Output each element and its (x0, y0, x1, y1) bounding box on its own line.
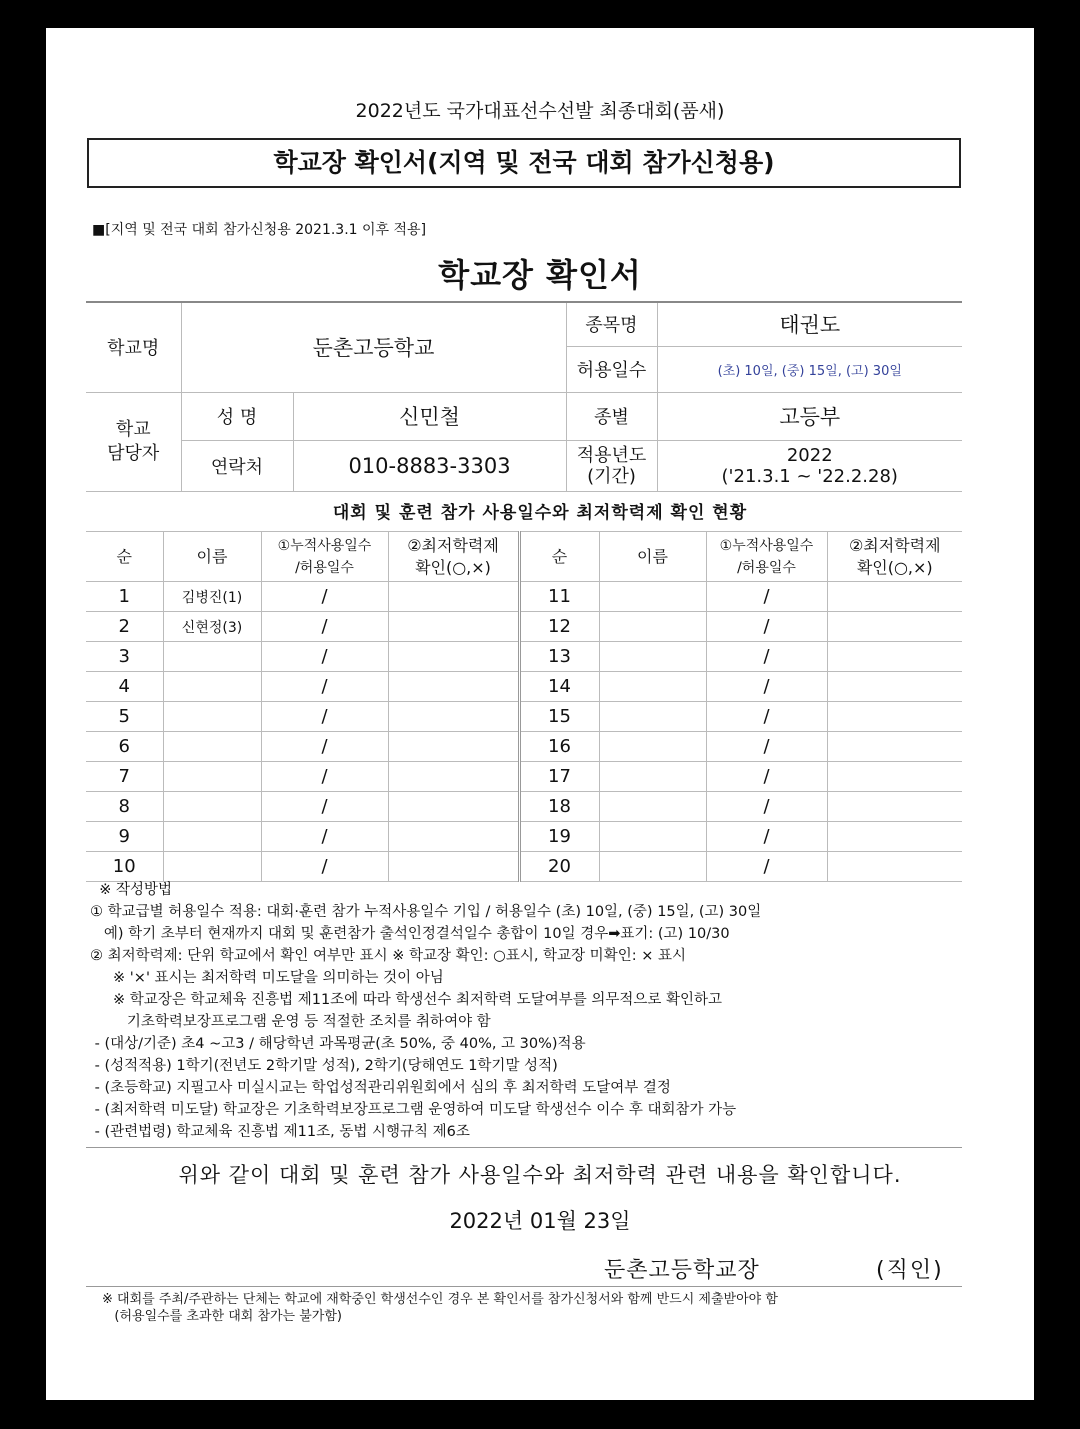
row-number: 3 (86, 642, 163, 672)
student-name (599, 732, 706, 762)
days-used: / (706, 702, 827, 732)
table-row (86, 642, 962, 672)
instruction-line: ② 최저학력제: 단위 학교에서 확인 여부만 표시 ※ 학교장 확인: ○표시, 학교장 미확인: × 표시 (90, 948, 686, 964)
days-used: / (261, 792, 388, 822)
days-used: / (706, 792, 827, 822)
academic-check (827, 822, 962, 852)
days-used: / (706, 672, 827, 702)
student-name (599, 612, 706, 642)
academic-check (827, 642, 962, 672)
academic-check (827, 702, 962, 732)
academic-check (388, 792, 519, 822)
days-used: / (706, 732, 827, 762)
confirmation-statement: 위와 같이 대회 및 훈련 참가 사용일수와 최저학력 관련 내용을 확인합니다. (178, 1163, 902, 1187)
academic-check (388, 822, 519, 852)
days-used: / (261, 642, 388, 672)
row-number: 13 (519, 642, 599, 672)
days-used: / (706, 642, 827, 672)
academic-check (388, 732, 519, 762)
row-number: 19 (519, 822, 599, 852)
student-name (163, 852, 261, 882)
days-used: / (261, 822, 388, 852)
academic-check (388, 702, 519, 732)
writing-instructions (90, 879, 1010, 1143)
row-number: 9 (86, 822, 163, 852)
student-name (599, 672, 706, 702)
contact-label: 연락처 (181, 440, 293, 491)
row-number: 7 (86, 762, 163, 792)
footnote (102, 1291, 1002, 1325)
days-used: / (261, 702, 388, 732)
divider (86, 1147, 962, 1148)
row-number: 10 (86, 852, 163, 882)
header-academic: ②최저학력제 확인(○,×) (388, 532, 519, 582)
student-name (163, 762, 261, 792)
days-used: / (261, 732, 388, 762)
student-name (599, 762, 706, 792)
allowed-days-label: 허용일수 (566, 346, 657, 392)
student-name (163, 642, 261, 672)
footnote-line: (허용일수를 초과한 대회 참가는 불가함) (102, 1309, 342, 1324)
student-name (599, 822, 706, 852)
academic-check (827, 672, 962, 702)
row-number: 5 (86, 702, 163, 732)
header-academic: ②최저학력제 확인(○,×) (827, 532, 962, 582)
row-number: 16 (519, 732, 599, 762)
instruction-line: 예) 학기 초부터 현재까지 대회 및 훈련참가 출석인정결석일수 총합이 10일 경우➡표기: (고) 10/30 (90, 926, 730, 942)
days-used: / (706, 762, 827, 792)
days-used: / (706, 822, 827, 852)
roster-table (86, 531, 962, 882)
row-number: 8 (86, 792, 163, 822)
box-title: 학교장 확인서(지역 및 전국 대회 참가신청용) (87, 138, 961, 188)
student-name (163, 672, 261, 702)
row-number: 20 (519, 852, 599, 882)
days-used: / (261, 852, 388, 882)
academic-check (388, 582, 519, 612)
table-row (86, 822, 962, 852)
days-used: / (261, 672, 388, 702)
instruction-line: - (성적적용) 1학기(전년도 2학기말 성적), 2학기(당해연도 1학기말 성적) (90, 1058, 558, 1074)
period-label: 적용년도 (기간) (566, 440, 657, 491)
days-used: / (261, 582, 388, 612)
row-number: 15 (519, 702, 599, 732)
row-number: 11 (519, 582, 599, 612)
divider (86, 1286, 962, 1287)
table-row (86, 762, 962, 792)
row-number: 6 (86, 732, 163, 762)
header-days: ①누적사용일수 /허용일수 (261, 532, 388, 582)
academic-check (388, 762, 519, 792)
period-value: 2022 ('21.3.1 ~ '22.2.28) (657, 440, 962, 491)
academic-check (388, 672, 519, 702)
days-used: / (261, 762, 388, 792)
instruction-line: 기초학력보장프로그램 운영 등 적절한 조치를 취하여야 함 (90, 1014, 491, 1030)
manager-name-label: 성 명 (181, 392, 293, 440)
header-name: 이름 (599, 532, 706, 582)
academic-check (388, 852, 519, 882)
student-name (599, 642, 706, 672)
header-no: 순 (519, 532, 599, 582)
principal-title: 둔촌고등학교장 (604, 1258, 760, 1283)
student-name: 신현정(3) (163, 612, 261, 642)
student-name: 김병진(1) (163, 582, 261, 612)
official-seal-label: (직인) (876, 1258, 944, 1283)
manager-label: 학교 담당자 (86, 392, 181, 491)
row-number: 12 (519, 612, 599, 642)
main-title: 학교장 확인서 (438, 256, 642, 294)
row-number: 2 (86, 612, 163, 642)
academic-check (827, 792, 962, 822)
instruction-line: - (최저학력 미도달) 학교장은 기초학력보장프로그램 운영하여 미도달 학생선수 이수 후 대회참가 가능 (90, 1102, 737, 1118)
manager-name-value: 신민철 (293, 392, 566, 440)
sport-value: 태권도 (657, 302, 962, 346)
row-number: 17 (519, 762, 599, 792)
row-number: 14 (519, 672, 599, 702)
student-name (599, 702, 706, 732)
school-label: 학교명 (86, 302, 181, 392)
days-used: / (706, 612, 827, 642)
academic-check (827, 762, 962, 792)
table-row (86, 732, 962, 762)
apply-note: ■[지역 및 전국 대회 참가신청용 2021.3.1 이후 적용] (92, 222, 427, 238)
table-row (86, 582, 962, 612)
student-name (163, 822, 261, 852)
footnote-line: ※ 대회를 주최/주관하는 단체는 학교에 재학중인 학생선수인 경우 본 확인서를 참가신청서와 함께 반드시 제출받아야 함 (102, 1292, 778, 1307)
academic-check (827, 852, 962, 882)
student-name (599, 582, 706, 612)
instruction-line: ※ '×' 표시는 최저학력 미도달을 의미하는 것이 아님 (90, 970, 444, 986)
division-value: 고등부 (657, 392, 962, 440)
days-used: / (706, 852, 827, 882)
school-info-table (86, 301, 962, 492)
instruction-line: ※ 작성방법 (90, 882, 173, 898)
student-name (163, 792, 261, 822)
instruction-line: - (관련법령) 학교체육 진흥법 제11조, 동법 시행규칙 제6조 (90, 1124, 470, 1140)
header-name: 이름 (163, 532, 261, 582)
student-name (599, 852, 706, 882)
student-name (599, 792, 706, 822)
allowed-days-value: (초) 10일, (중) 15일, (고) 30일 (657, 346, 962, 392)
academic-check (827, 582, 962, 612)
table-row (86, 702, 962, 732)
table-row (86, 672, 962, 702)
academic-check (388, 612, 519, 642)
days-used: / (261, 612, 388, 642)
document-date: 2022년 01월 23일 (449, 1209, 631, 1233)
instruction-line: - (대상/기준) 초4 ~고3 / 해당학년 과목평균(초 50%, 중 40%, 고 30%)적용 (90, 1036, 586, 1052)
instruction-line: ① 학교급별 허용일수 적용: 대회·훈련 참가 누적사용일수 기입 / 허용일수 (초) 10일, (중) 15일, (고) 30일 (90, 904, 762, 920)
school-value: 둔촌고등학교 (181, 302, 566, 392)
academic-check (388, 642, 519, 672)
row-number: 1 (86, 582, 163, 612)
row-number: 4 (86, 672, 163, 702)
contact-value: 010-8883-3303 (293, 440, 566, 491)
academic-check (827, 732, 962, 762)
table-row (86, 612, 962, 642)
sport-label: 종목명 (566, 302, 657, 346)
student-name (163, 732, 261, 762)
table-row (86, 852, 962, 882)
event-title: 2022년도 국가대표선수선발 최종대회(품새) (355, 100, 725, 122)
header-days: ①누적사용일수 /허용일수 (706, 532, 827, 582)
academic-check (827, 612, 962, 642)
days-used: / (706, 582, 827, 612)
table-row (86, 792, 962, 822)
instruction-line: - (초등학교) 지필고사 미실시교는 학업성적관리위원회에서 심의 후 최저학력 도달여부 결정 (90, 1080, 671, 1096)
student-name (163, 702, 261, 732)
instruction-line: ※ 학교장은 학교체육 진흥법 제11조에 따라 학생선수 최저학력 도달여부를 의무적으로 확인하고 (90, 992, 722, 1008)
section-title: 대회 및 훈련 참가 사용일수와 최저학력제 확인 현황 (332, 503, 748, 523)
document-page (46, 28, 1034, 1400)
header-no: 순 (86, 532, 163, 582)
division-label: 종별 (566, 392, 657, 440)
row-number: 18 (519, 792, 599, 822)
